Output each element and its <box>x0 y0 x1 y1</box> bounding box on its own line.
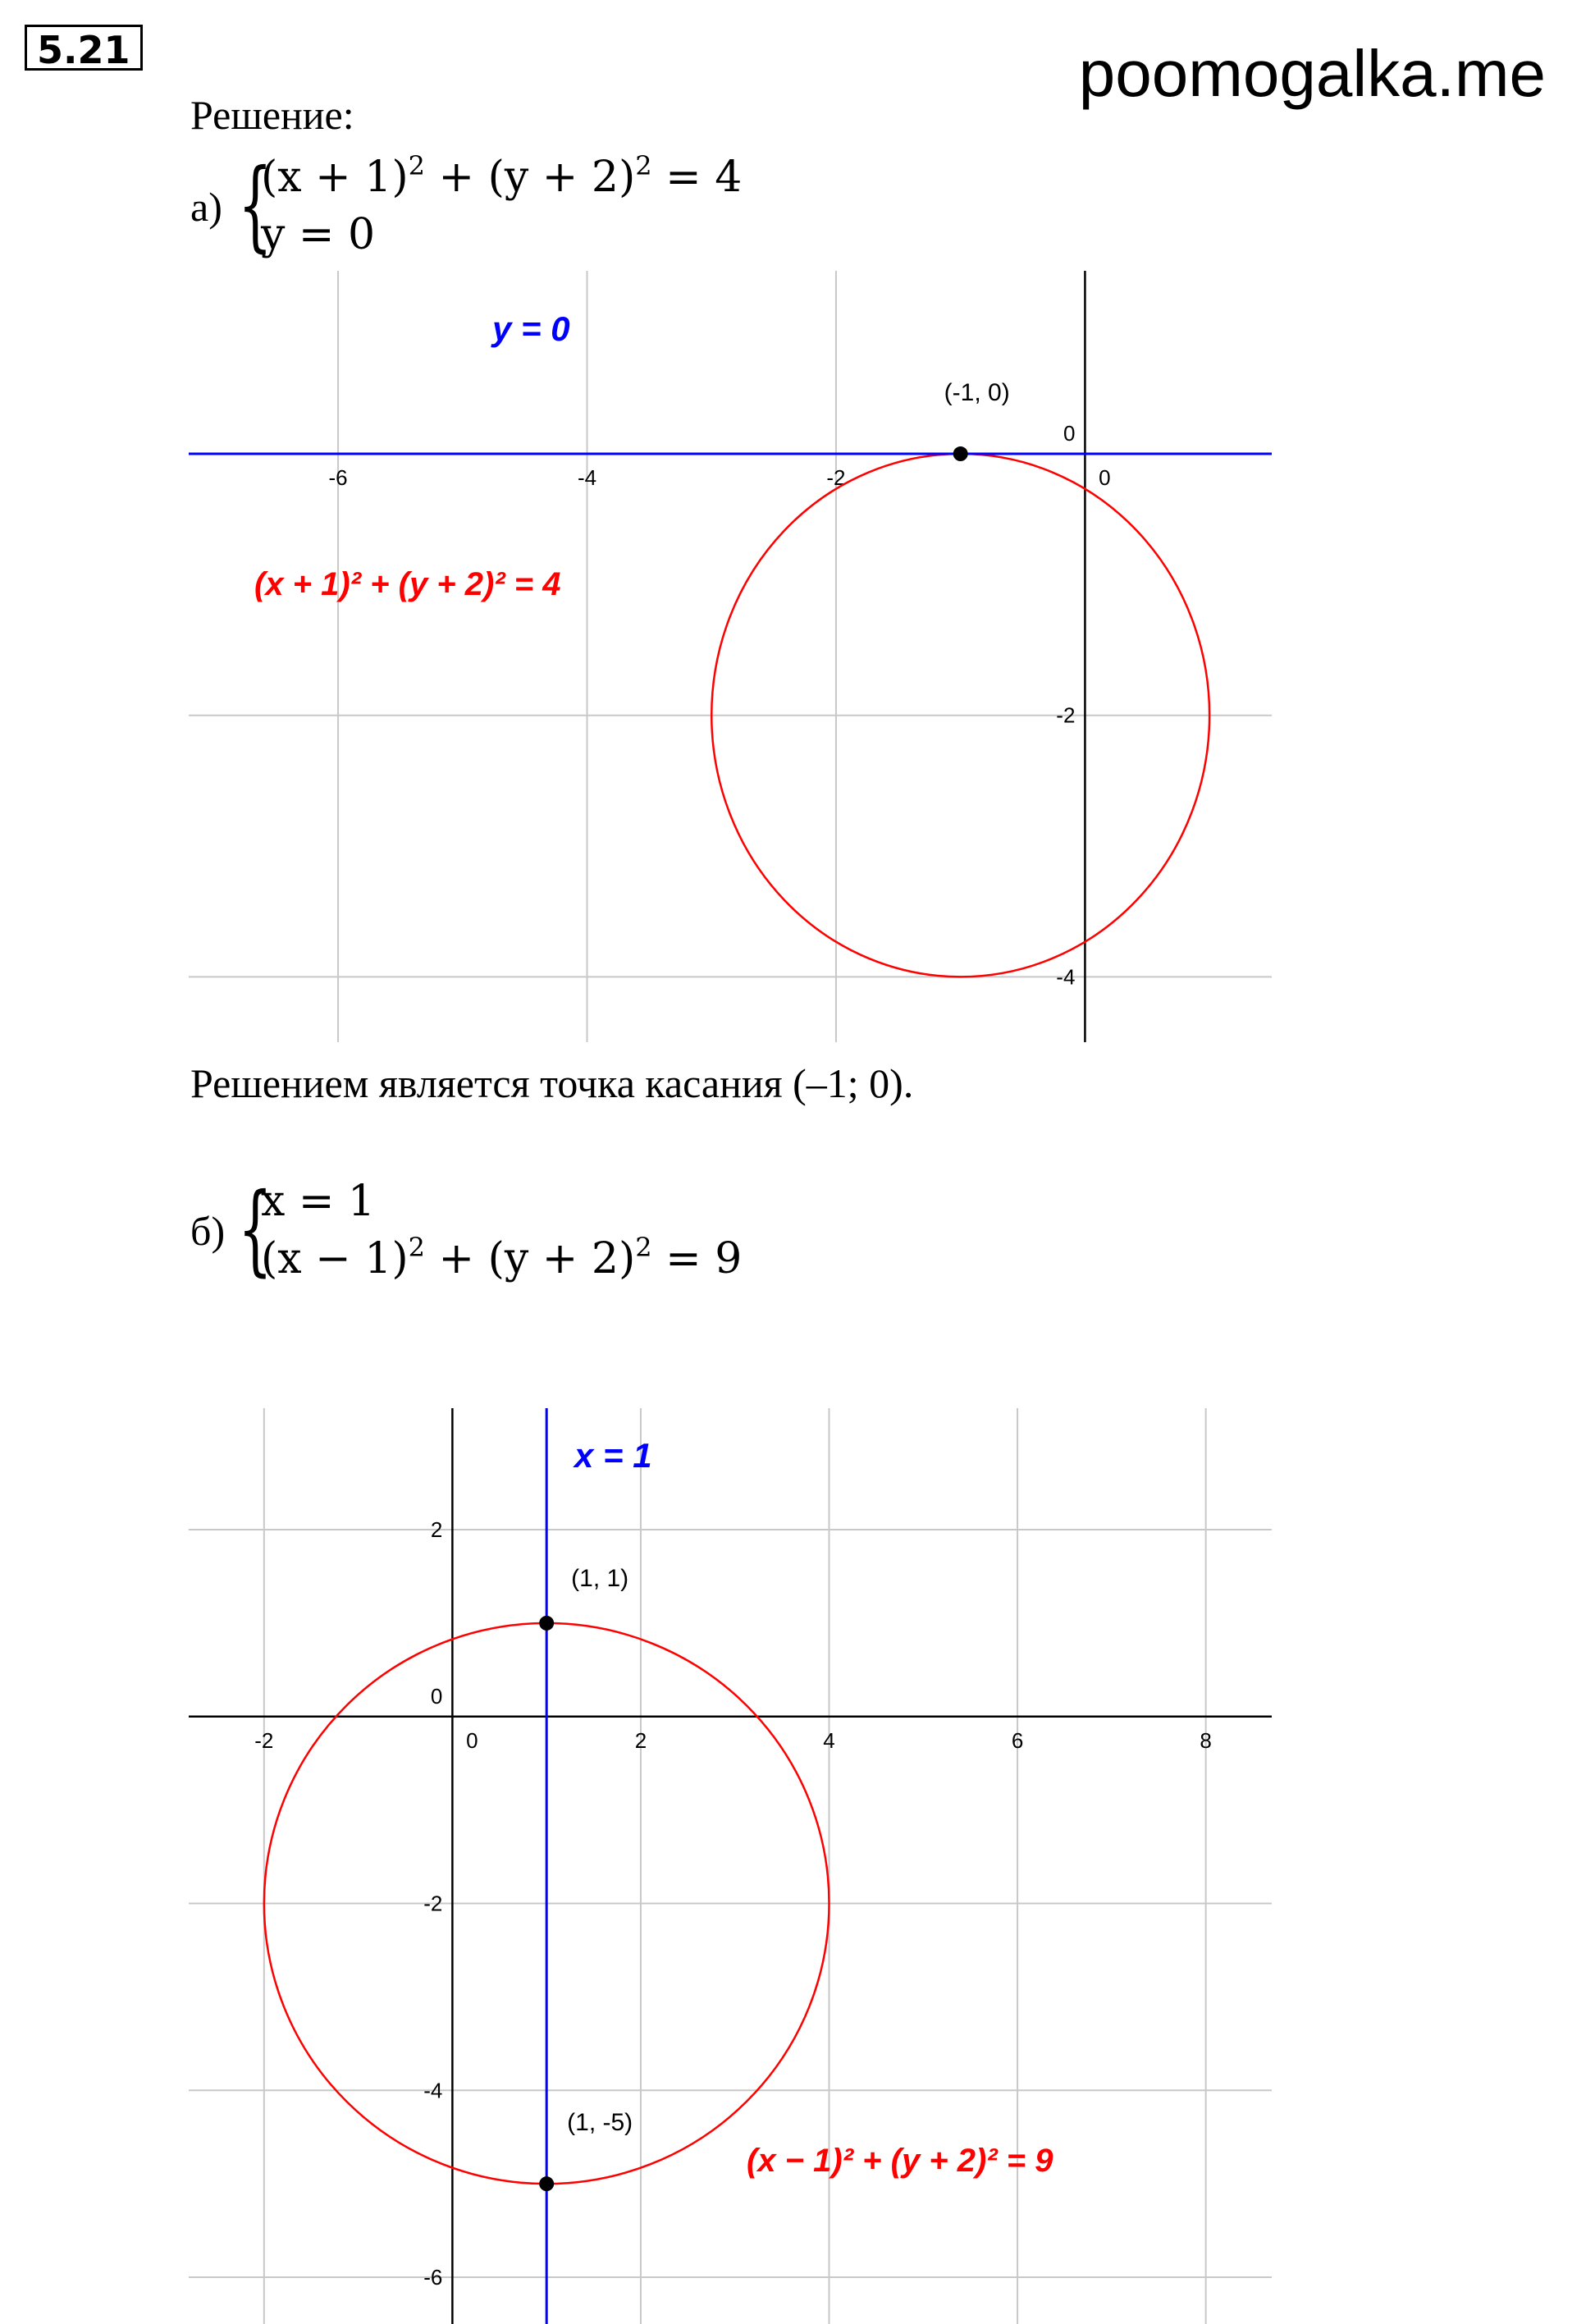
graph-grid <box>189 1408 1272 2324</box>
graph-axes <box>189 1408 1272 2324</box>
x-tick-label: 2 <box>634 1727 647 1753</box>
intersection-point <box>539 2176 554 2191</box>
graph-points <box>944 379 1010 461</box>
part-a-brace: { <box>238 149 272 263</box>
x-tick-label: -6 <box>328 465 348 491</box>
graph-ticks <box>329 421 1111 989</box>
part-a-equation-2: y = 0 <box>261 210 376 259</box>
x-tick-label: 0 <box>466 1727 478 1753</box>
intersection-point <box>953 446 968 461</box>
point-label: (-1, 0) <box>944 379 1010 407</box>
y-tick-label: 2 <box>430 1517 443 1543</box>
problem-number: 5.21 <box>25 25 143 71</box>
intersection-point <box>539 1616 554 1631</box>
y-tick-label: -2 <box>423 1891 443 1916</box>
y-tick-label: -6 <box>423 2265 443 2290</box>
x-tick-label: -2 <box>254 1727 274 1753</box>
circle-equation-label: (x − 1)² + (y + 2)² = 9 <box>747 2143 1053 2179</box>
part-b-label: б) <box>190 1208 226 1254</box>
x-tick-label: 6 <box>1011 1727 1024 1753</box>
part-a-label: а) <box>190 184 222 230</box>
part-a-conclusion: Решением является точка касания (–1; 0). <box>190 1060 914 1106</box>
x-tick-label: 4 <box>823 1727 835 1753</box>
part-b-brace: { <box>238 1173 272 1287</box>
x-tick-label: -4 <box>577 465 597 491</box>
y-tick-label: -2 <box>1056 702 1076 728</box>
y-tick-label: 0 <box>1063 421 1076 446</box>
solution-label: Решение: <box>190 92 354 138</box>
graph-points <box>539 1565 633 2191</box>
y-tick-label: 0 <box>430 1683 443 1709</box>
part-a-graph <box>189 271 1272 1042</box>
graph-axes <box>189 271 1272 1042</box>
part-b-equation-1: x = 1 <box>261 1177 376 1226</box>
graph-grid <box>189 271 1272 1042</box>
site-watermark: poomogalka.me <box>1078 37 1546 110</box>
point-label: (1, -5) <box>567 2109 633 2137</box>
line-equation-label: y = 0 <box>492 309 570 348</box>
point-label: (1, 1) <box>571 1564 629 1592</box>
part-b-equation-2: $(x - 1)^2 + (y + 2)^2 = 9$ <box>261 1232 743 1283</box>
part-a-equation-1: $(x + 1)^2 + (y + 2)^2 = 4$ <box>261 150 743 202</box>
circle-equation-label: (x + 1)² + (y + 2)² = 4 <box>254 566 561 602</box>
y-tick-label: -4 <box>1056 964 1076 990</box>
line-equation-label: x = 1 <box>574 1436 652 1475</box>
x-tick-label: 0 <box>1099 465 1111 491</box>
y-tick-label: -4 <box>423 2078 443 2103</box>
x-tick-label: 8 <box>1200 1727 1212 1753</box>
x-tick-label: -2 <box>826 465 846 491</box>
part-b-graph <box>189 1408 1272 2324</box>
